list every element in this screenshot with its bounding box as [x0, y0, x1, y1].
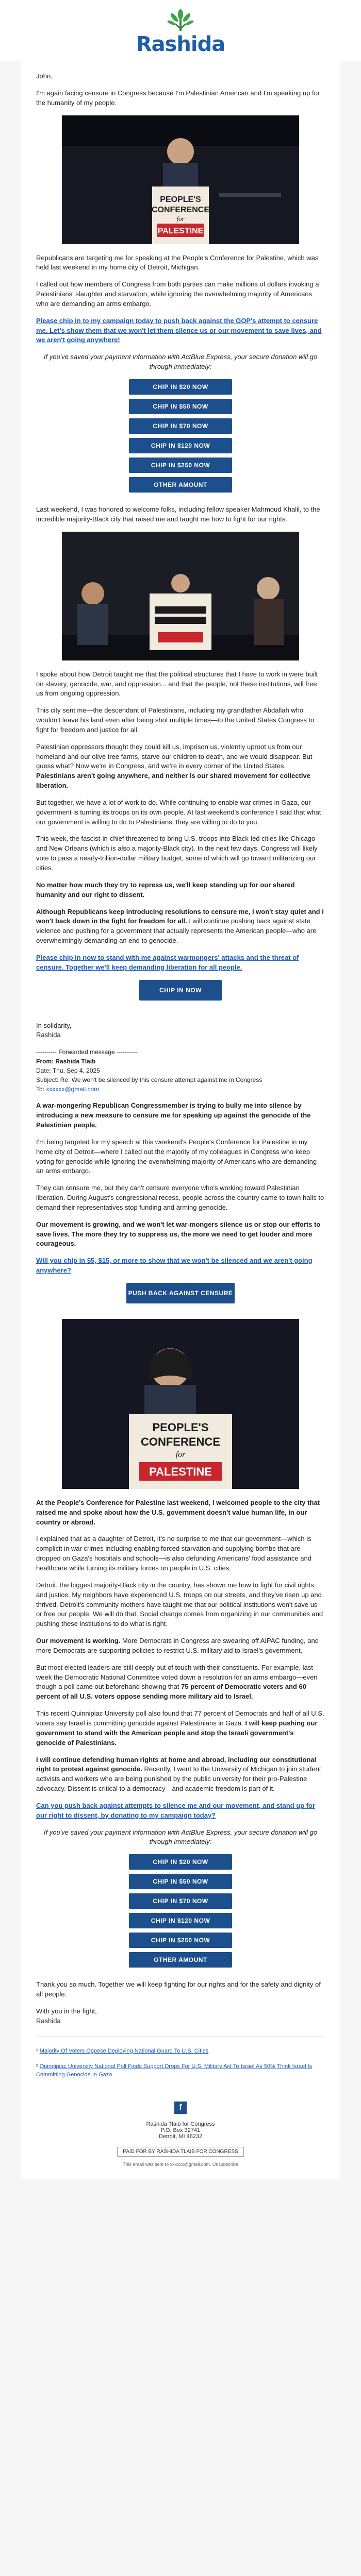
- forwarded-date: [36, 1066, 325, 1075]
- body-paragraph: Detroit, the biggest majority-Black city in the country, has shown me how to fight for civil rights and justice. My neighbors have experienced U.S. troops on our streets, and they've risen up and thrived. Detroit's community mothers have taught me that our political institutions won't save us or free our people. We will do that. Social change comes from organizing in our communities and pushing these institutions to do what is right.: [36, 1581, 323, 1628]
- podium-text-3: for: [176, 214, 185, 223]
- donate-button-20[interactable]: CHIP IN $20 NOW: [129, 379, 232, 395]
- tree-logo-icon: [164, 8, 197, 33]
- forwarded-from: [36, 1057, 325, 1066]
- body-text: Palestinian oppressors thought they could kill us, imprison us, violently uproot us from our homeland and our olive tree farms, starve our children to death, and we would disappear. But guess what? Now we're in Congress, and we're in every corner of the United States.: [36, 742, 313, 770]
- actblue-note: If you've saved your payment information with ActBlue Express, your secure donation will go through immediately:: [43, 1828, 318, 1846]
- body-paragraph: [36, 1709, 325, 1748]
- donate-link[interactable]: Can you push back against attempts to silence me and our movement, and stand up for our right to dissent, by donating to my campaign today?: [36, 1801, 316, 1819]
- signoff: [36, 2007, 325, 2026]
- email-header: [0, 0, 361, 61]
- to-label: To:: [36, 1086, 45, 1093]
- actblue-note: If you've saved your payment information with ActBlue Express, your secure donation will go through immediately:: [43, 353, 318, 371]
- body-text: This recent Quinnipiac University poll also found that 77 percent of Democrats and half of all U.S. voters say Israel is committing genocide against Palestinians in Gaza.: [36, 1709, 324, 1727]
- forwarded-header: [36, 1047, 325, 1094]
- signoff-name: Rashida: [36, 1031, 61, 1039]
- podium-text-4: PALESTINE: [157, 226, 204, 235]
- donate-button-50[interactable]: CHIP IN $50 NOW: [129, 399, 232, 414]
- subject-value: Re: We won't be silenced by this censure attempt against me in Congress: [60, 1076, 262, 1084]
- donate-link[interactable]: Please chip in to my campaign today to push back against the GOP's attempt to censure me. Let's show them that we won't let them silence us or our movement to save lives, and we aren't going anywhere!: [36, 316, 322, 344]
- podium-text-2: CONFERENCE: [151, 205, 210, 214]
- from-value: Rashida Tlaib: [55, 1058, 96, 1065]
- intro-paragraph: Republicans are targeting me for speaking at the People's Conference for Palestine, which was held last weekend in my home city of Detroit, Michigan.: [36, 253, 319, 272]
- audience-photo: [62, 532, 299, 660]
- body-paragraph: A war-mongering Republican Congressmember is trying to bully me into silence by introducing a new measure to censure me for speaking up against the genocide of the Palestinian people.: [36, 1101, 311, 1129]
- body-paragraph: At the People's Conference for Palestine last weekend, I welcomed people to the city that raised me and spoke about how the U.S. government doesn't value human life, in our country or abroad.: [36, 1498, 320, 1526]
- footer-address-2: Detroit, MI 48232: [158, 2133, 203, 2140]
- push-back-button[interactable]: PUSH BACK AGAINST CENSURE: [126, 1283, 235, 1303]
- podium-text-4: PALESTINE: [149, 1465, 212, 1478]
- body-paragraph: I explained that as a daughter of Detroit, it's no surprise to me that our government—which is complicit in war crimes including enabling forced starvation and supplying bombs that are dropped on Gaza's hospitals and schools—is also defunding Americans' food assistance and healthcare while turning its military forces on people in U.S. cities.: [36, 1535, 311, 1572]
- donate-link[interactable]: Please chip in now to stand with me against warmongers' attacks and the threat of censure. Together we'll keep demanding liberation for all people.: [36, 953, 299, 971]
- unsubscribe-link[interactable]: This email was sent to xxxxxx@gmail.com. Unsubscribe: [123, 2162, 238, 2167]
- email-body: [21, 61, 340, 2091]
- body-bold: Although Republicans keep introducing resolutions to censure me, I won't stay quiet and I won't back down in the fight for freedom for all.: [36, 907, 324, 925]
- forwarded-divider: ---------- Forwarded message ----------: [36, 1048, 137, 1056]
- donate-button-250[interactable]: CHIP IN $250 NOW: [129, 457, 232, 473]
- conference-photo: [62, 115, 299, 244]
- donate-button-120[interactable]: CHIP IN $120 NOW: [129, 438, 232, 453]
- donate-button-20[interactable]: CHIP IN $20 NOW: [129, 1854, 232, 1870]
- signoff-line: In solidarity,: [36, 1021, 72, 1029]
- donation-buttons: [129, 379, 232, 493]
- to-value[interactable]: xxxxxx@gmail.com: [46, 1086, 100, 1093]
- footnote-link[interactable]: Majority Of Voters Oppose Deploying National Guard To U.S. Cities: [39, 2047, 209, 2054]
- podium-text-1: PEOPLE'S: [160, 195, 201, 204]
- footer-org: Rashida Tlaib for Congress: [146, 2121, 215, 2128]
- body-paragraph: I spoke about how Detroit taught me that the political structures that I have to work in were built on slavery, genocide, war, and oppression... and that the people, not these institutions, will free us from ongoing oppression.: [36, 670, 318, 698]
- footnote-link[interactable]: Quinnipiac University National Poll Finds Support Drops For U.S. Military Aid To Israel As 50% Think Israel Is Committing Genocide In Gaza: [36, 2063, 313, 2078]
- donation-buttons: [129, 1854, 232, 1968]
- subject-label: Subject:: [36, 1076, 59, 1084]
- footnote-1: ¹ Majority Of Voters Oppose Deploying National Guard To U.S. Cities: [36, 2047, 209, 2054]
- body-text: Recently, I went to the University of Michigan to join student activists and workers who are being punished by the public university for their pro-Palestine advocacy. Dissent is critical to a democracy—and academic freedom is part of it.: [36, 1765, 321, 1793]
- intro-paragraph: I'm again facing censure in Congress because I'm Palestinian American and I'm speaking up for the humanity of my people.: [36, 89, 320, 107]
- body-bold: Palestinians aren't going anywhere, and neither is our shared movement for collective liberation.: [36, 772, 310, 790]
- body-paragraph: No matter how much they try to repress us, we'll keep standing up for our shared humanity and our right to dissent.: [36, 880, 295, 899]
- body-paragraph: [36, 742, 325, 791]
- body-paragraph: Last weekend, I was honored to welcome folks, including fellow speaker Mahmoud Khalil, to the incredible majority-Black city that raised me and taught me how to fight for our rights.: [36, 505, 320, 523]
- signoff-name: Rashida: [36, 2016, 61, 2025]
- body-paragraph: Our movement is growing, and we won't let war-mongers silence us or stop our efforts to save lives. The more they try to suppress us, the more we need to get louder and more courageous.: [36, 1220, 321, 1248]
- email-footer: [21, 2091, 340, 2179]
- brand-name: Rashida: [136, 32, 225, 56]
- podium-text-3: for: [175, 1450, 186, 1459]
- forwarded-to: [36, 1084, 325, 1094]
- intro-paragraph: I called out how members of Congress from both parties can make millions of dollars invoking a Palestinians' slaughter and starvation, while ignoring the overwhelming majority of Americans who are demanding an arms embargo.: [36, 280, 319, 308]
- facebook-icon[interactable]: f: [174, 2102, 187, 2114]
- paid-for-disclaimer: PAID FOR BY RASHIDA TLAIB FOR CONGRESS: [117, 2147, 243, 2157]
- podium-text-1: PEOPLE'S: [152, 1420, 209, 1434]
- donate-button-70[interactable]: CHIP IN $70 NOW: [129, 418, 232, 434]
- body-bold: Our movement is working.: [36, 1637, 121, 1645]
- body-text: But most elected leaders are still deeply out of touch with their constituents. For example, last week the Democratic National Committee voted down a resolution for an arms embargo—even though a poll came out beforehand showing that: [36, 1663, 318, 1691]
- body-text: I will continue pushing back against state violence and pushing for a government that actually represents the American people—who are overwhelmingly demanding an end to genocide.: [36, 917, 317, 945]
- footnote-2: ² Quinnipiac University National Poll Finds Support Drops For U.S. Military Aid To Israel As 50% Think Israel Is Committing Genocide In Gaza: [36, 2063, 313, 2078]
- body-paragraph: Thank you so much. Together we will keep fighting for our rights and for the safety and dignity of all people.: [36, 1980, 321, 1998]
- donate-button-120[interactable]: CHIP IN $120 NOW: [129, 1913, 232, 1928]
- body-bold: 75 percent of Democratic voters and 60 percent of all U.S. voters oppose sending more military aid to Israel.: [36, 1683, 306, 1701]
- body-paragraph: I'm being targeted for my speech at this weekend's People's Conference for Palestine in my home city of Detroit—where I called out the majority of my colleagues in Congress who keep voting for genocide while ignoring the overwhelming majority of Americans who are demanding an arms embargo.: [36, 1138, 317, 1175]
- chip-in-now-button[interactable]: CHIP IN NOW: [139, 980, 222, 1001]
- body-paragraph: This week, the fascist-in-chief threatened to bring U.S. troops into Black-led cities like Chicago and New Orleans (which is also a majority-Black city). In the next few days, Congress will likely vote to pass a nearly-trillion-dollar military budget, some of which will go toward militarizing our cities.: [36, 835, 318, 872]
- body-bold: I will continue defending human rights at home and abroad, including our constitutional right to protest against genocide.: [36, 1755, 317, 1773]
- date-label: Date:: [36, 1067, 51, 1075]
- body-paragraph: [36, 1636, 325, 1656]
- greeting: John,: [36, 72, 53, 80]
- body-paragraph: They can censure me, but they can't censure everyone who's working toward Palestinian liberation. During August's congressional recess, people across the country came to town halls to demand their representatives stop funding and arming genocide.: [36, 1184, 324, 1211]
- body-text: More Democrats in Congress are swearing off AIPAC funding, and more Democrats are supporting policies to restrict U.S. military aid to Israel's government.: [36, 1637, 319, 1654]
- donate-link[interactable]: Will you chip in $5, $15, or more to show that we won't be silenced and we aren't going anywhere?: [36, 1257, 313, 1275]
- footer-address-1: P.O. Box 32741: [160, 2127, 201, 2134]
- signoff: [36, 1021, 325, 1041]
- donate-button-50[interactable]: CHIP IN $50 NOW: [129, 1874, 232, 1889]
- body-paragraph: [36, 1755, 325, 1794]
- donate-button-other[interactable]: OTHER AMOUNT: [129, 1952, 232, 1968]
- donate-button-other[interactable]: OTHER AMOUNT: [129, 477, 232, 493]
- donate-button-250[interactable]: CHIP IN $250 NOW: [129, 1933, 232, 1948]
- forwarded-subject: [36, 1075, 325, 1084]
- signoff-line: With you in the fight,: [36, 2007, 97, 2015]
- from-label: From:: [36, 1058, 54, 1065]
- body-paragraph: [36, 1663, 325, 1702]
- donate-button-70[interactable]: CHIP IN $70 NOW: [129, 1893, 232, 1909]
- body-paragraph: But together, we have a lot of work to do. While continuing to enable war crimes in Gaza, our government is turning its troops on its own people. At last weekend's conference I said that what our government is willing to do to Palestinians, they are willing to do to you.: [36, 798, 321, 826]
- speaker-photo: [62, 1319, 299, 1489]
- body-bold: I will keep pushing our government to stand with the American people and stop the Israeli government's genocide of Palestinians.: [36, 1719, 318, 1747]
- body-paragraph: [36, 907, 325, 946]
- podium-text-2: CONFERENCE: [140, 1435, 221, 1448]
- logo[interactable]: [0, 8, 361, 56]
- body-paragraph: This city sent me—the descendant of Palestinians, including my grandfather Abdallah who wouldn't leave his land even after being shot multiple times—to the United States Congress to fight for freedom and justice for all.: [36, 706, 315, 734]
- date-value: Thu, Sep 4, 2025: [52, 1067, 100, 1075]
